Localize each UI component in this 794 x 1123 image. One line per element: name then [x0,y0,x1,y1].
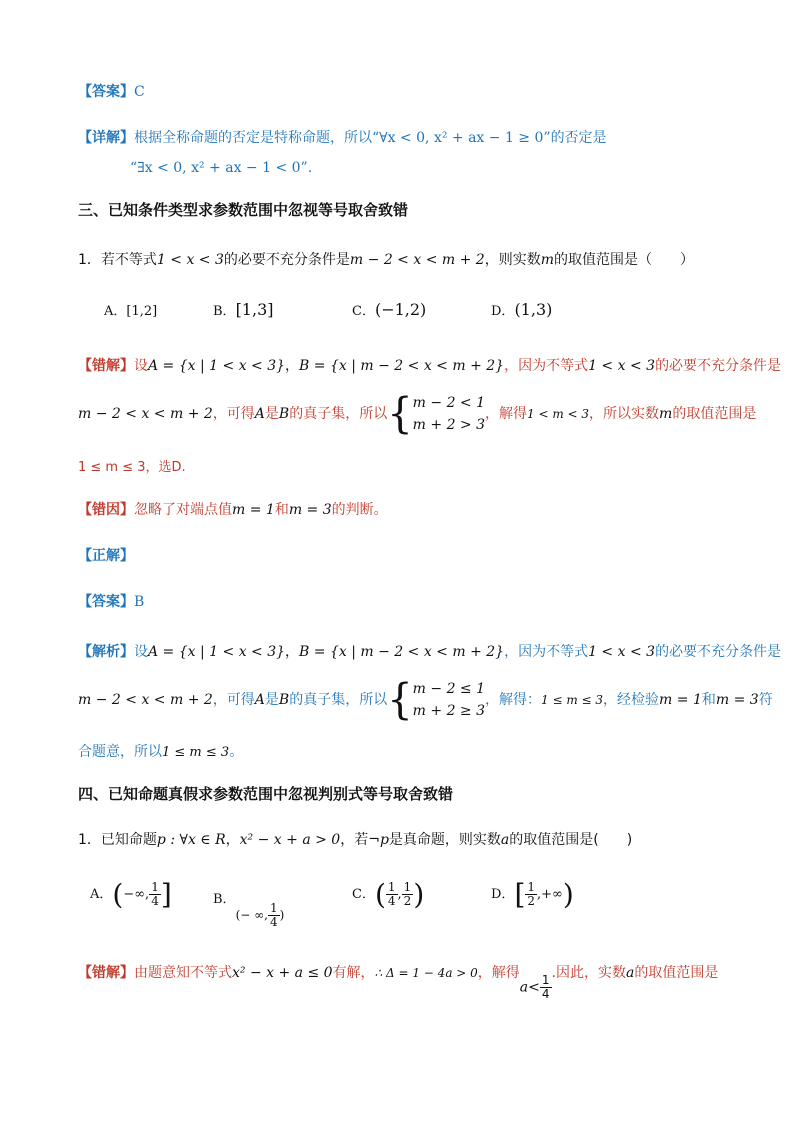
wrong-text: 有解， [332,965,375,981]
system-row-2: m + 2 > 3 [412,417,486,433]
set-a-symbol: A [254,406,265,422]
option-label: A． [104,304,127,319]
solution: 1 < m < 3 [527,407,590,421]
q2-proposition: p : ∀x ∈ R [156,832,226,848]
answer-line-1 [78,82,145,102]
answer-tag: 【答案】 [78,84,134,100]
endpoint-2: m = 3 [715,692,759,708]
wrong-text: 的取值范围是 [672,406,757,422]
solution: 1 ≤ m ≤ 3 [162,745,230,760]
bracket-right: ) [562,878,574,911]
inequality: 1 < x < 3 [588,644,656,660]
option-left: −∞, [123,887,150,902]
option-label: C． [352,304,375,319]
detail-line-2 [130,158,312,178]
comma: , [397,887,402,902]
option-label: B． [213,304,236,319]
bracket-right: ) [279,908,285,922]
numerator: 1 [541,973,550,987]
bracket-left: ( [374,878,386,911]
wrong-tag: 【错解】 [78,965,134,981]
cause-text: 的判断。 [331,502,388,518]
analysis-text: 的真子集，所以 [289,692,388,708]
analysis-text: 的必要不充分条件是 [655,644,782,660]
q1-ineq1: 1 < x < 3 [156,252,224,268]
separator: ， [285,358,300,374]
wrong-text: ，解得 [477,965,520,981]
q1-number: 1． [78,252,101,268]
option-right: ,+∞ [537,887,563,902]
detail-quote: “∀x < 0, x² + ax − 1 ≥ 0” [372,130,551,146]
fraction [386,881,398,908]
analysis-text: 和 [701,692,716,708]
bracket-left: ( [112,878,124,911]
brace-icon: { [387,675,413,725]
numerator: 1 [527,880,536,894]
error-cause-1 [78,500,388,520]
option-value: (1,3) [514,300,553,319]
analysis-text: 是 [264,692,279,708]
inequality: x² − x + a ≤ 0 [232,965,333,981]
question-1 [78,250,694,270]
endpoint-1: m = 1 [659,692,702,708]
q1-option-c [352,300,426,319]
set-a: A = {x | 1 < x < 3} [148,358,286,374]
wrong-text: .因此，实数 [551,965,626,981]
detail-line-1 [78,128,607,148]
q1-post: ，则实数 [484,252,541,268]
inequality: 1 < x < 3 [588,358,656,374]
answer-value: C [134,84,145,100]
analysis-text: 合题意，所以 [78,744,162,760]
discriminant: ∴ Δ = 1 − 4a > 0 [374,966,478,980]
fraction [402,881,414,908]
separator: ， [225,832,240,848]
bracket-right: ] [160,878,172,911]
endpoint-2: m = 3 [288,502,332,518]
analysis-tag: 【解析】 [78,644,134,660]
wrong-text: 由题意知不等式 [134,965,232,981]
denominator: 4 [151,894,159,908]
detail-text: 根据全称命题的否定是特称命题，所以 [134,130,372,146]
fraction [268,902,280,929]
endpoint-1: m = 1 [232,502,275,518]
cause-text: 和 [274,502,289,518]
analysis-text: 。 [229,744,244,760]
answer-line-2 [78,592,144,612]
analysis-line-1 [78,642,781,662]
set-b: B = {x | m − 2 < x < m + 2} [299,358,505,374]
q2-not-p: ¬p [368,832,389,848]
q2-mid: ，若 [340,832,369,848]
bracket-left: ( [235,908,241,922]
denominator: 2 [403,894,412,908]
wrong-solution-1-line-2 [78,389,757,439]
set-a: A = {x | 1 < x < 3} [148,644,286,660]
wrong-text: 的取值范围是 [634,965,719,981]
wrong-text: 是 [264,406,279,422]
variable-a: a [519,979,529,996]
wrong-text: 设 [134,358,148,374]
analysis-text: ，因为不等式 [504,644,589,660]
q1-option-b [213,300,274,319]
set-b-symbol: B [278,692,290,708]
brace-icon: { [387,389,413,439]
q2-number: 1． [78,832,101,848]
inequality-system [387,389,486,439]
option-label: C． [352,887,375,902]
wrong-text: ，所以实数 [589,406,660,422]
wrong-tag: 【错解】 [78,358,134,374]
analysis-text: 符 [758,692,773,708]
q1-mid: 的必要不充分条件是 [223,252,350,268]
q1-option-d [491,300,552,319]
wrong-text: ，因为不等式 [504,358,589,374]
q1-option-a [104,300,157,319]
q2-end: 的取值范围是( ) [509,832,633,848]
option-value: (−1,2) [374,300,427,319]
denominator: 4 [387,894,396,908]
numerator: 1 [151,880,159,894]
variable-m: m [659,406,673,422]
wrong-solution-1-line-1 [78,356,781,376]
q2-option-b [213,888,284,929]
analysis-line-2 [78,675,773,725]
analysis-text: ，经检验 [603,692,660,708]
inequality-system [387,675,486,725]
q2-pre: 已知命题 [100,832,157,848]
fraction [149,881,161,908]
less-than: < [528,979,540,996]
answer-tag: 【答案】 [78,594,134,610]
wrong-text: ，可得 [212,406,255,422]
section-4-title: 四、已知命题真假求参数范围中忽视判别式等号取舍致错 [78,785,454,803]
q2-option-c [352,878,424,911]
question-2 [78,830,632,850]
option-label: B． [213,892,236,907]
wrong-solution-1-line-3: 1 ≤ m ≤ 3，选D. [78,460,186,475]
fraction [540,974,552,1001]
q1-pre: 若不等式 [100,252,157,268]
wrong-text: 的必要不充分条件是 [655,358,782,374]
analysis-text: 设 [134,644,148,660]
set-a-symbol: A [254,692,265,708]
option-value: [1,2] [126,304,158,319]
solution: 1 ≤ m ≤ 3 [541,693,604,707]
detail-negation: “∃x < 0, x² + ax − 1 < 0”. [130,160,313,176]
cause-text: 忽略了对端点值 [134,502,232,518]
wrong-solution-2 [78,962,718,1001]
inequality: m − 2 < x < m + 2 [78,692,213,708]
answer-value: B [134,594,145,610]
cause-tag: 【错因】 [78,502,134,518]
detail-tail: 的否定是 [550,130,607,146]
q2-option-a [90,878,172,911]
analysis-line-3 [78,742,243,763]
system-row-1: m − 2 ≤ 1 [412,681,486,697]
system-row-1: m − 2 < 1 [412,395,486,411]
option-label: A． [90,887,113,902]
numerator: 1 [387,880,396,894]
q2-expression: x² − x + a > 0 [239,832,341,848]
q2-mid2: 是真命题，则实数 [388,832,501,848]
q2-var: a [500,832,510,848]
set-b-symbol: B [278,406,290,422]
inequality: m − 2 < x < m + 2 [78,406,213,422]
correct-solution-tag: 【正解】 [78,548,134,564]
wrong-text: ，解得 [485,406,528,422]
denominator: 2 [527,894,536,908]
separator: ， [285,644,300,660]
denominator: 4 [269,915,278,929]
wrong-text: 的真子集，所以 [289,406,388,422]
section-3-title: 三、已知条件类型求参数范围中忽视等号取舍致错 [78,201,409,219]
q1-end: 的取值范围是（ ） [553,252,694,268]
q1-var: m [540,252,554,268]
numerator: 1 [403,880,412,894]
detail-tag: 【详解】 [78,130,134,146]
q2-option-d [491,878,574,911]
denominator: 4 [541,987,550,1001]
option-label: D． [491,887,515,902]
numerator: 1 [269,901,278,915]
bracket-left: [ [514,878,526,911]
option-left: − ∞, [240,908,268,922]
variable-a: a [625,965,635,981]
bracket-right: ) [413,878,425,911]
analysis-text: ，可得 [212,692,255,708]
system-row-2: m + 2 ≥ 3 [412,703,486,719]
fraction [525,881,537,908]
analysis-text: ，解得： [485,692,542,708]
option-label: D． [491,304,515,319]
set-b: B = {x | m − 2 < x < m + 2} [299,644,505,660]
option-value: [1,3] [235,300,274,319]
q1-ineq2: m − 2 < x < m + 2 [349,252,485,268]
